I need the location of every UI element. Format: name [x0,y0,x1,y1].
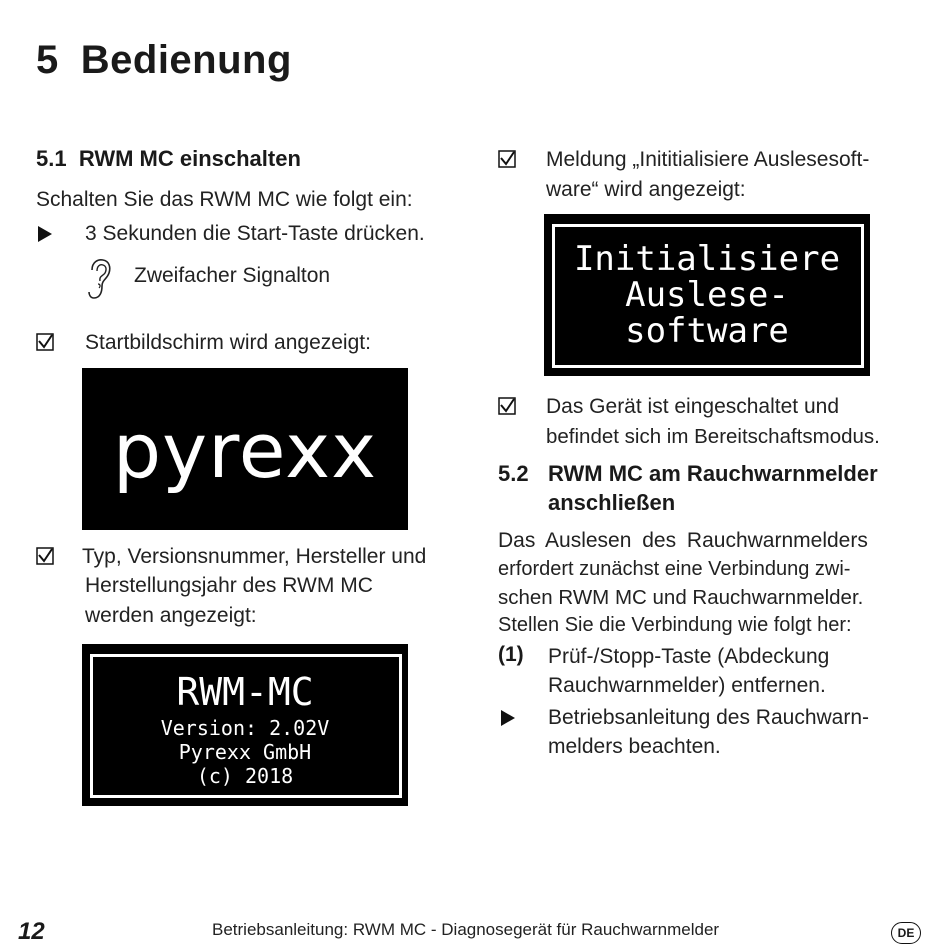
result2-line3: werden angezeigt: [85,604,257,627]
para-line4: Stellen Sie die Verbindung wie folgt her: [498,614,852,636]
ear-icon [86,258,112,307]
ready-line2: befindet sich im Bereitschaftsmodus. [546,425,880,448]
chapter-title: Bedienung [80,38,292,82]
step-line2: Rauchwarnmelder) entfernen. [548,674,826,697]
step-text: 3 Sekunden die Start-Taste drücken. [85,222,425,245]
section-5-1-heading [36,146,301,172]
init-line1: Initialisiere [573,239,841,279]
play-arrow-icon [38,226,52,247]
language-badge: DE [891,922,921,944]
note-line1: Betriebsanleitung des Rauchwarn- [548,706,870,729]
step-line1: Prüf-/Stopp-Taste (Abdeckung [548,645,830,668]
version-display [82,644,408,806]
footer-title: Betriebsanleitung: RWM MC - Diagnosegerät für Rauchwarnmelder [212,920,720,939]
ready-line1: Das Gerät ist eingeschaltet und [546,395,839,418]
signal-text: Zweifacher Signalton [134,264,331,287]
checkbox-checked-icon [36,547,54,570]
section-5-2-number: 5.2 [498,461,529,486]
note-line2: melders beachten. [548,735,721,758]
section-number: 5.1 [36,146,67,171]
checkbox-checked-icon [36,333,54,356]
init-line3: software [625,311,789,351]
device-version: Version: 2.02V [160,716,330,740]
device-title: RWM-MC [176,670,314,714]
page-number: 12 [18,918,45,945]
result-text: Startbildschirm wird angezeigt: [85,331,371,354]
init-display [544,214,870,376]
result2-line2: Herstellungsjahr des RWM MC [85,574,373,597]
device-maker: Pyrexx GmbH [178,740,312,764]
device-year: (c) 2018 [196,764,294,788]
checkbox-checked-icon [498,150,516,173]
message-line2: ware“ wird angezeigt: [546,178,746,201]
chapter-heading [36,38,292,83]
para-line1: Das Auslesen des Rauchwarnmelders [498,529,868,552]
para-line2: erfordert zunächst eine Verbindung zwi- [498,558,851,580]
step-number: (1) [498,643,524,666]
checkbox-checked-icon [498,397,516,420]
chapter-number: 5 [36,38,59,82]
intro-text: Schalten Sie das RWM MC wie folgt ein: [36,188,413,211]
startscreen-display [82,368,408,530]
section-5-2-title-line2: anschließen [548,490,676,515]
section-title: RWM MC einschalten [78,146,301,171]
play-arrow-icon [501,710,515,731]
result2-line1: Typ, Versionsnummer, Hersteller und [82,545,427,568]
para-line3: schen RWM MC und Rauchwarnmelder. [498,586,864,609]
pyrexx-logo: pyrexx [112,406,378,495]
section-5-2-title-line1: RWM MC am Rauchwarnmelder [548,461,878,486]
message-line1: Meldung „Inititialisiere Auslesesoft- [546,148,870,171]
init-line2: Auslese- [625,275,789,315]
